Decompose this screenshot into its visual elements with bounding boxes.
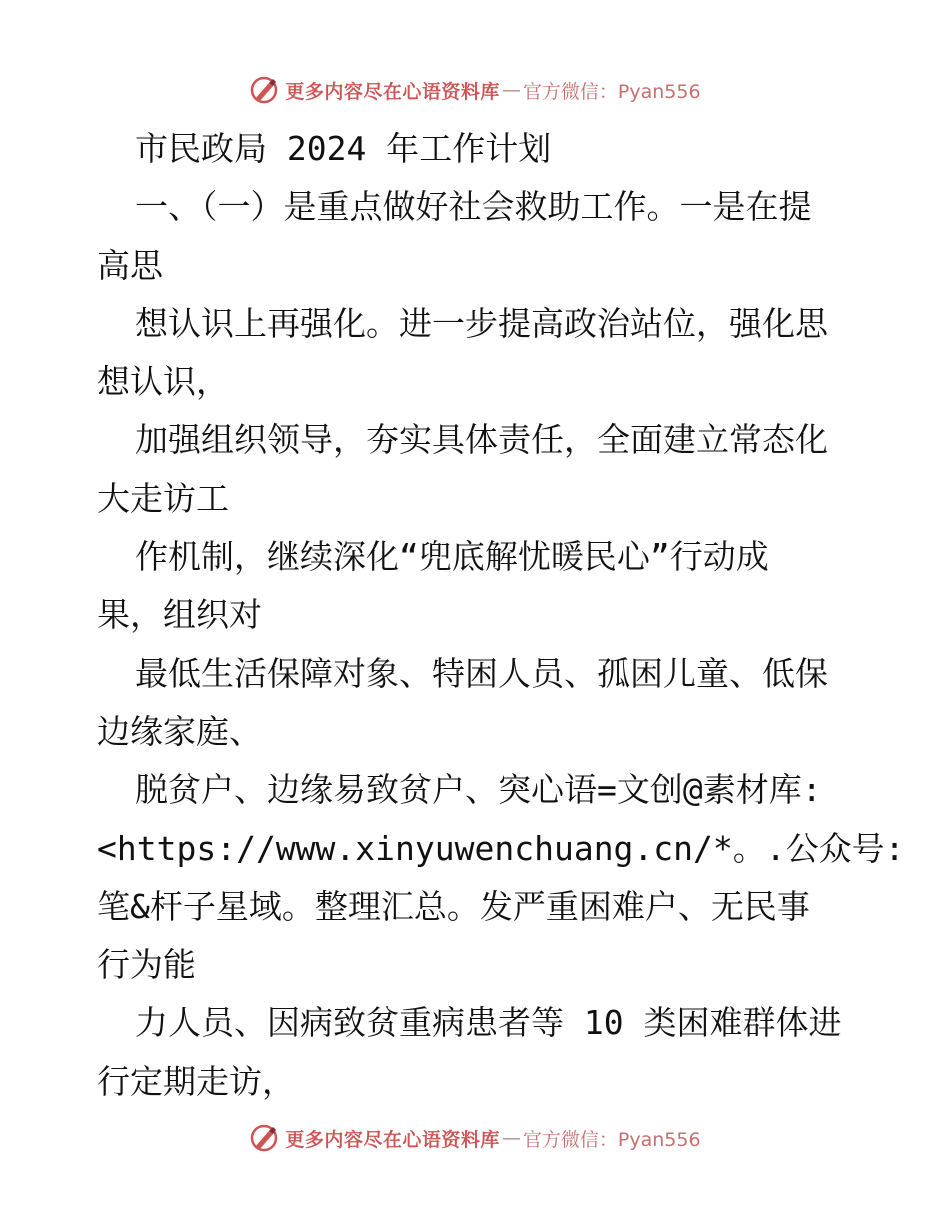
banner-separator: — xyxy=(501,79,521,101)
paragraph-line: 高思 xyxy=(97,245,163,285)
paragraph-line: 行定期走访， xyxy=(97,1061,295,1101)
pen-logo-icon xyxy=(249,75,279,105)
paragraph-line: 最低生活保障对象、特困人员、孤困儿童、低保 xyxy=(135,653,828,693)
header-banner xyxy=(0,70,950,110)
paragraph-line: 想认识， xyxy=(97,362,229,402)
paragraph-line: 边缘家庭、 xyxy=(97,711,262,751)
document-body xyxy=(97,120,905,1111)
paragraph-line: 脱贫户、边缘易致贫户、突心语=文创@素材库: xyxy=(135,770,822,810)
banner-contact: 官方微信：Pyan556 xyxy=(522,1128,701,1151)
banner-separator: — xyxy=(501,1127,521,1149)
paragraph-line: 笔&杆子星域。整理汇总。发严重困难户、无民事 xyxy=(97,886,810,926)
paragraph-line: <https://www.xinyuwenchuang.cn/*。.公众号: xyxy=(97,828,905,868)
paragraph-line: 行为能 xyxy=(97,945,196,985)
footer-banner xyxy=(0,1118,950,1158)
paragraph-line: 果，组织对 xyxy=(97,595,262,635)
paragraph-line: 想认识上再强化。进一步提高政治站位，强化思 xyxy=(135,303,828,343)
banner-title: 更多内容尽在心语资料库 xyxy=(285,1128,500,1151)
document-title: 市民政局 2024 年工作计划 xyxy=(135,129,552,168)
paragraph-line: 一、（一）是重点做好社会救助工作。一是在提 xyxy=(135,187,812,227)
paragraph-line: 大走访工 xyxy=(97,478,229,518)
paragraph-line: 作机制，继续深化“兜底解忧暖民心”行动成 xyxy=(135,537,769,577)
paragraph-line: 力人员、因病致贫重病患者等 10 类困难群体进 xyxy=(135,1003,842,1043)
pen-logo-icon xyxy=(249,1123,279,1153)
banner-contact: 官方微信：Pyan556 xyxy=(522,80,701,103)
banner-title: 更多内容尽在心语资料库 xyxy=(285,80,500,103)
paragraph-line: 加强组织领导，夯实具体责任，全面建立常态化 xyxy=(135,420,828,460)
